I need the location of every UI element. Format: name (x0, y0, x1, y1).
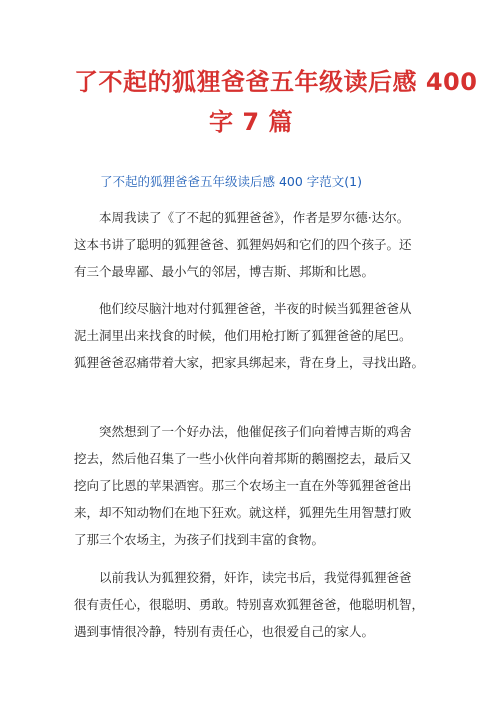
paragraph-line: 这本书讲了聪明的狐狸爸爸、狐狸妈妈和它们的四个孩子。还 (74, 237, 412, 252)
paragraph-1 (74, 204, 428, 285)
paragraph-line: 了那三个农场主，为孩子们找到丰富的食物。 (74, 532, 325, 547)
paragraph-line: 泥土洞里出来找食的时候，他们用枪打断了狐狸爸爸的尾巴。 (74, 328, 412, 343)
paragraph-3 (74, 418, 428, 553)
paragraph-line: 他们绞尽脑汁地对付狐狸爸爸，半夜的时候当狐狸爸爸从 (99, 301, 412, 316)
title-line-2: 字 7 篇 (209, 108, 293, 136)
paragraph-line: 遇到事情很冷静，特别有责任心，也很爱自己的家人。 (74, 624, 375, 639)
paragraph-line: 挖向了比恩的苹果酒窖。那三个农场主一直在外等狐狸爸爸出 (74, 478, 412, 493)
paragraph-line: 突然想到了一个好办法，他催促孩子们向着博吉斯的鸡舍 (99, 424, 412, 439)
paragraph-2 (74, 295, 428, 376)
paragraph-line: 挖去，然后他召集了一些小伙伴向着邦斯的鹅圈挖去，最后又 (74, 451, 412, 466)
paragraph-line: 以前我认为狐狸狡猾，奸诈，读完书后，我觉得狐狸爸爸 (99, 570, 412, 585)
paragraph-line: 狐狸爸爸忍痛带着大家，把家具绑起来，背在身上，寻找出路。 (74, 355, 425, 370)
paragraph-line: 有三个最卑鄙、最小气的邻居，博吉斯、邦斯和比恩。 (74, 264, 375, 279)
paragraph-line: 本周我读了《了不起的狐狸爸爸》，作者是罗尔德·达尔。 (99, 210, 410, 225)
paragraph-line: 很有责任心，很聪明、勇敢。特别喜欢狐狸爸爸，他聪明机智， (74, 597, 425, 612)
section-heading: 了不起的狐狸爸爸五年级读后感 400 字范文(1) (100, 174, 363, 189)
paragraph-4 (74, 564, 428, 645)
paragraph-line: 来，却不知动物们在地下狂欢。就这样，狐狸先生用智慧打败 (74, 505, 412, 520)
title-line-1: 了不起的狐狸爸爸五年级读后感 400 (74, 68, 478, 96)
document-title (74, 0, 478, 142)
